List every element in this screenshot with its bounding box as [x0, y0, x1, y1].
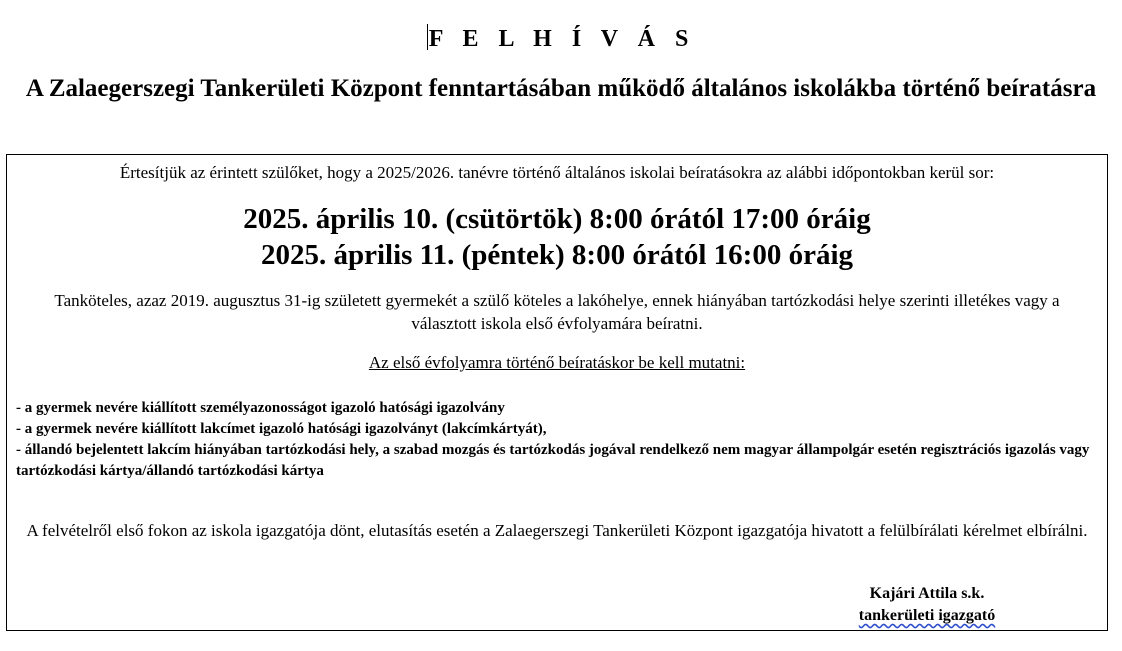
heading-text: F E L H Í V Á S	[428, 26, 696, 52]
announcement-box	[6, 154, 1108, 631]
documents-list	[16, 398, 1097, 482]
signature-name: Kajári Attila s.k.	[869, 585, 985, 602]
enrollment-dates	[7, 201, 1107, 273]
list-item: - a gyermek nevére kiállított lakcímet igazoló hatósági igazolványt (lakcímkártyát),	[16, 421, 547, 437]
document-subtitle: A Zalaegerszegi Tankerületi Központ fenntartásában működő általános iskolákba történő beíratásra	[25, 75, 1097, 102]
obligation-paragraph: Tanköteles, azaz 2019. augusztus 31-ig született gyermekét a szülő köteles a lakóhelye, ennek hiányában tartózkodási helye szerinti illetékes vagy a választott iskola első évfolyamára beíratni.	[54, 291, 1060, 333]
enrollment-date-1: 2025. április 10. (csütörtök) 8:00 órától 17:00 óráig	[243, 203, 871, 235]
intro-paragraph: Értesítjük az érintett szülőket, hogy a 2025/2026. tanévre történő általános iskolai beíratásokra az alábbi időpontokban kerül sor:	[119, 163, 995, 182]
signature-title: tankerületi igazgató	[858, 607, 996, 624]
text-cursor	[427, 24, 428, 50]
list-item: - a gyermek nevére kiállított személyazonosságot igazoló hatósági igazolvány	[16, 400, 505, 416]
decision-paragraph: A felvételről első fokon az iskola igazgatója dönt, elutasítás esetén a Zalaegerszegi Tankerületi Központ igazgatója hivatott a felülbírálati kérelmet elbírálni.	[26, 521, 1088, 540]
signature-block	[807, 583, 1047, 627]
enrollment-date-2: 2025. április 11. (péntek) 8:00 órától 16:00 óráig	[260, 239, 854, 271]
document-heading	[0, 24, 1122, 53]
documents-heading: Az első évfolyamra történő beíratáskor be kell mutatni:	[368, 353, 746, 372]
list-item: - állandó bejelentett lakcím hiányában tartózkodási hely, a szabad mozgás és tartózkodás jogával rendelkező nem magyar állampolgár esetén regisztrációs igazolás vagy tartózkodási kártya/állandó tartózkodási kártya	[16, 442, 1090, 479]
